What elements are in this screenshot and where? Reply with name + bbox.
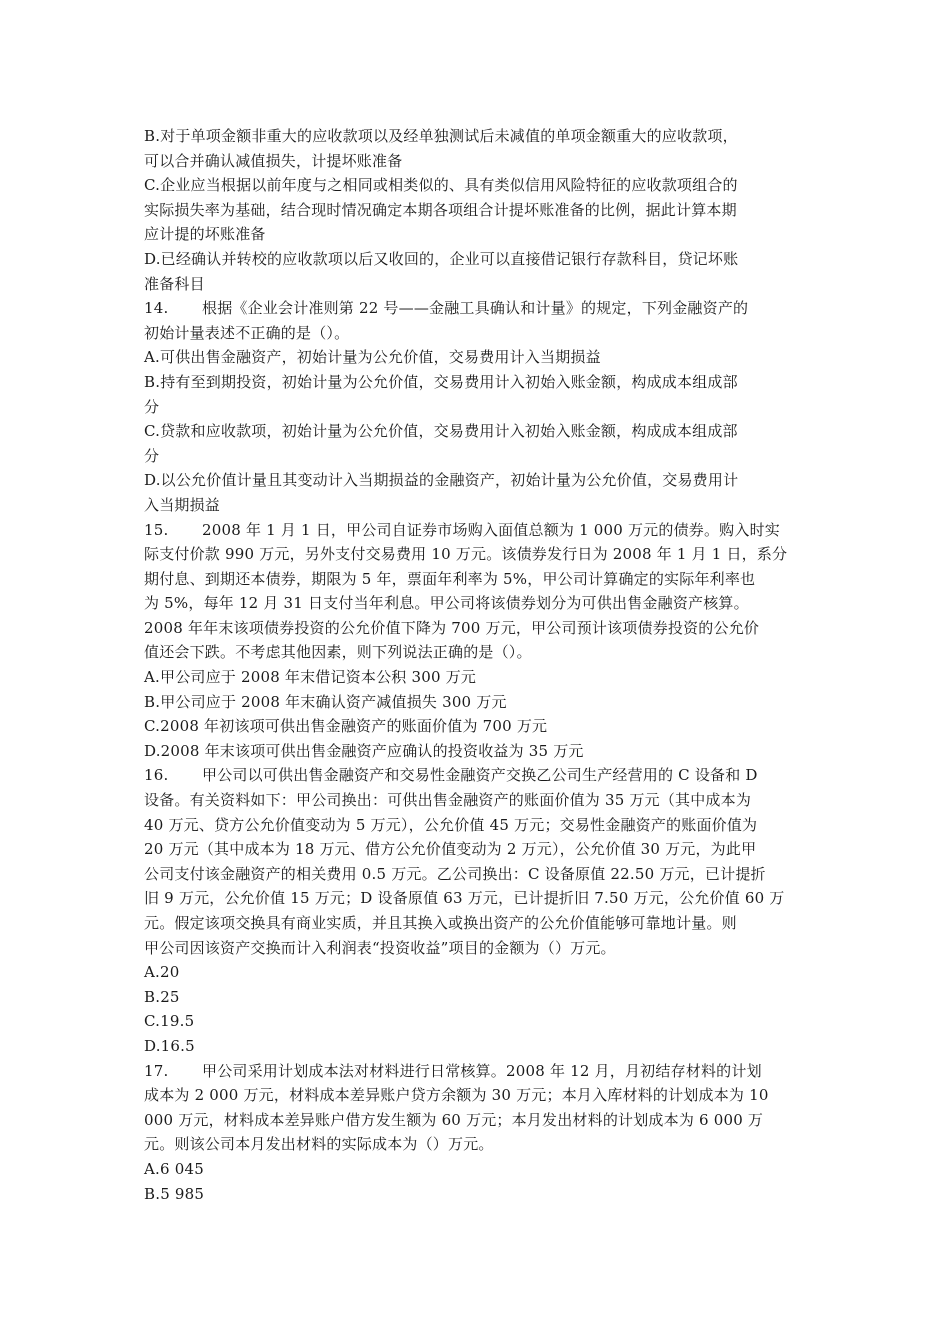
text-line: 入当期损益 bbox=[144, 495, 221, 514]
text-line: 甲公司因该资产交换而计入利润表“投资收益”项目的金额为（）万元。 bbox=[144, 938, 616, 957]
text-line: 期付息、到期还本债券，期限为 5 年，票面年利率为 5%，甲公司计算确定的实际年利率也 bbox=[144, 569, 756, 588]
question-number: 16. bbox=[144, 766, 169, 785]
text-line: A.可供出售金融资产，初始计量为公允价值，交易费用计入当期损益 bbox=[144, 348, 601, 367]
question-text: 甲公司采用计划成本法对材料进行日常核算。2008 年 12 月，月初结存材料的计划 bbox=[202, 1061, 762, 1080]
text-line: D.16.5 bbox=[144, 1036, 195, 1055]
text-line: 应计提的坏账准备 bbox=[144, 225, 266, 244]
text-line: 分 bbox=[144, 446, 160, 465]
question-number: 14. bbox=[144, 299, 169, 318]
text-line: 实际损失率为基础，结合现时情况确定本期各项组合计提坏账准备的比例，据此计算本期 bbox=[144, 200, 737, 219]
text-line: 旧 9 万元，公允价值 15 万元；D 设备原值 63 万元，已计提折旧 7.50 万元，公允价值 60 万 bbox=[144, 889, 785, 908]
text-line: 20 万元（其中成本为 18 万元、借方公允价值变动为 2 万元），公允价值 30 万元，为此甲 bbox=[144, 840, 757, 859]
text-line bbox=[144, 518, 814, 543]
text-line: D.以公允价值计量且其变动计入当期损益的金融资产，初始计量为公允价值，交易费用计 bbox=[144, 471, 739, 490]
text-line: 成本为 2 000 万元，材料成本差异账户贷方余额为 30 万元；本月入库材料的计划成本为 10 bbox=[144, 1086, 769, 1105]
question-text: 甲公司以可供出售金融资产和交易性金融资产交换乙公司生产经营用的 C 设备和 D bbox=[202, 766, 758, 785]
text-line: C.19.5 bbox=[144, 1012, 195, 1031]
text-line: B.5 985 bbox=[144, 1184, 205, 1203]
text-line: C.贷款和应收款项，初始计量为公允价值，交易费用计入初始入账金额，构成成本组成部 bbox=[144, 422, 738, 441]
text-line: C.企业应当根据以前年度与之相同或相类似的、具有类似信用风险特征的应收款项组合的 bbox=[144, 176, 738, 195]
text-line: 元。则该公司本月发出材料的实际成本为（）万元。 bbox=[144, 1135, 494, 1154]
text-line: 分 bbox=[144, 397, 160, 416]
question-number: 15. bbox=[144, 520, 169, 539]
text-line: A.6 045 bbox=[144, 1159, 204, 1178]
text-line: B.对于单项金额非重大的应收款项以及经单独测试后未减值的单项金额重大的应收款项， bbox=[144, 127, 738, 145]
text-line: 40 万元、贷方公允价值变动为 5 万元），公允价值 45 万元；交易性金融资产的账面价值为 bbox=[144, 815, 758, 834]
text-line: 000 万元，材料成本差异账户借方发生额为 60 万元；本月发出材料的计划成本为 6 000 万 bbox=[144, 1110, 764, 1129]
text-line bbox=[144, 296, 814, 321]
text-line bbox=[144, 1059, 814, 1084]
text-line: 公司支付该金融资产的相关费用 0.5 万元。乙公司换出：C 设备原值 22.50 万元，已计提折 bbox=[144, 864, 766, 883]
text-line: B.持有至到期投资，初始计量为公允价值，交易费用计入初始入账金额，构成成本组成部 bbox=[144, 372, 738, 391]
text-line: D.已经确认并转校的应收款项以后又收回的，企业可以直接借记银行存款科目，贷记坏账 bbox=[144, 249, 739, 268]
question-text: 2008 年 1 月 1 日，甲公司自证券市场购入面值总额为 1 000 万元的债券。购入时实 bbox=[202, 520, 780, 539]
text-line: 2008 年年末该项债券投资的公允价值下降为 700 万元，甲公司预计该项债券投资的公允价 bbox=[144, 618, 760, 637]
document-page bbox=[144, 124, 814, 1206]
text-line bbox=[144, 763, 814, 788]
text-line: 为 5%，每年 12 月 31 日支付当年利息。甲公司将该债券划分为可供出售金融资产核算。 bbox=[144, 594, 749, 613]
question-number: 17. bbox=[144, 1061, 169, 1080]
text-line: 初始计量表述不正确的是（）。 bbox=[144, 323, 350, 342]
text-line: 准备科目 bbox=[144, 274, 205, 293]
text-line: A.甲公司应于 2008 年末借记资本公积 300 万元 bbox=[144, 668, 477, 687]
question-text: 根据《企业会计准则第 22 号——金融工具确认和计量》的规定，下列金融资产的 bbox=[202, 299, 749, 318]
text-line: B.25 bbox=[144, 987, 180, 1006]
text-line: 际支付价款 990 万元，另外支付交易费用 10 万元。该债券发行日为 2008 年 1 月 1 日，系分 bbox=[144, 545, 788, 564]
text-line: 设备。有关资料如下：甲公司换出：可供出售金融资产的账面价值为 35 万元（其中成本为 bbox=[144, 791, 752, 810]
text-line: 值还会下跌。不考虑其他因素，则下列说法正确的是（）。 bbox=[144, 643, 532, 662]
text-line: 可以合并确认减值损失，计提坏账准备 bbox=[144, 151, 403, 170]
text-line: 元。假定该项交换具有商业实质，并且其换入或换出资产的公允价值能够可靠地计量。则 bbox=[144, 914, 737, 932]
text-line: C.2008 年初该项可供出售金融资产的账面价值为 700 万元 bbox=[144, 717, 548, 736]
text-line: A.20 bbox=[144, 963, 180, 982]
text-line: B.甲公司应于 2008 年末确认资产减值损失 300 万元 bbox=[144, 692, 507, 711]
text-line: D.2008 年末该项可供出售金融资产应确认的投资收益为 35 万元 bbox=[144, 741, 584, 760]
